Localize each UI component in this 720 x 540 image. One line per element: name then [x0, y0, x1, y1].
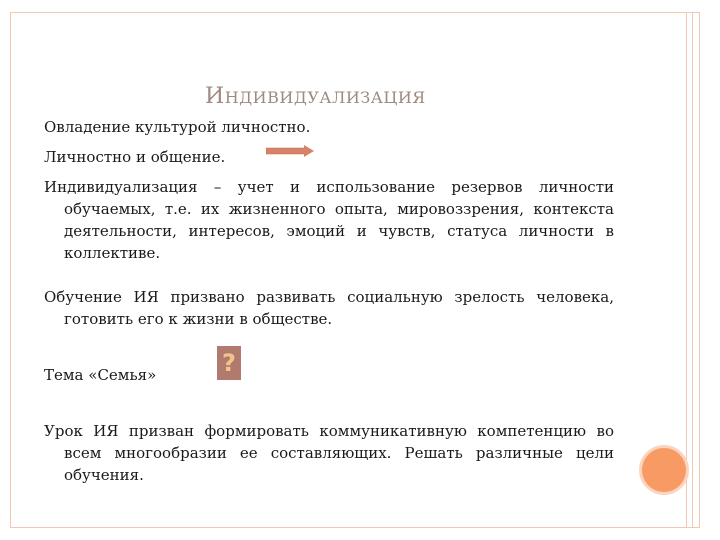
body-line-1: Овладение культурой личностно.	[44, 118, 311, 136]
title-initial: И	[205, 84, 225, 109]
slide-body	[44, 116, 614, 486]
body-paragraph-individualization: Индивидуализация – учет и использование резервов личности обучаемых, т.е. их жизненного опыта, мировоззрения, контекста деятельности, интересов, эмоций и чувств, статуса личности в коллективе.	[44, 178, 614, 262]
right-arrow-icon	[266, 145, 314, 157]
frame-inner-line	[692, 13, 693, 527]
slide-title	[205, 84, 426, 109]
decorative-circle	[642, 448, 686, 492]
body-paragraph-training: Обучение ИЯ призвано развивать социальную зрелость человека, готовить его к жизни в обществе.	[44, 288, 614, 328]
question-mark-icon: ?	[217, 346, 241, 380]
title-rest: НДИВИДУАЛИЗАЦИЯ	[224, 88, 426, 107]
body-line-2: Личностно и общение.	[44, 148, 226, 166]
body-line-topic: Тема «Семья»	[44, 366, 157, 384]
body-paragraph-lesson: Урок ИЯ призван формировать коммуникативную компетенцию во всем многообразии ее составляющих. Решать различные цели обучения.	[44, 422, 614, 484]
frame-inner-line	[686, 13, 687, 527]
